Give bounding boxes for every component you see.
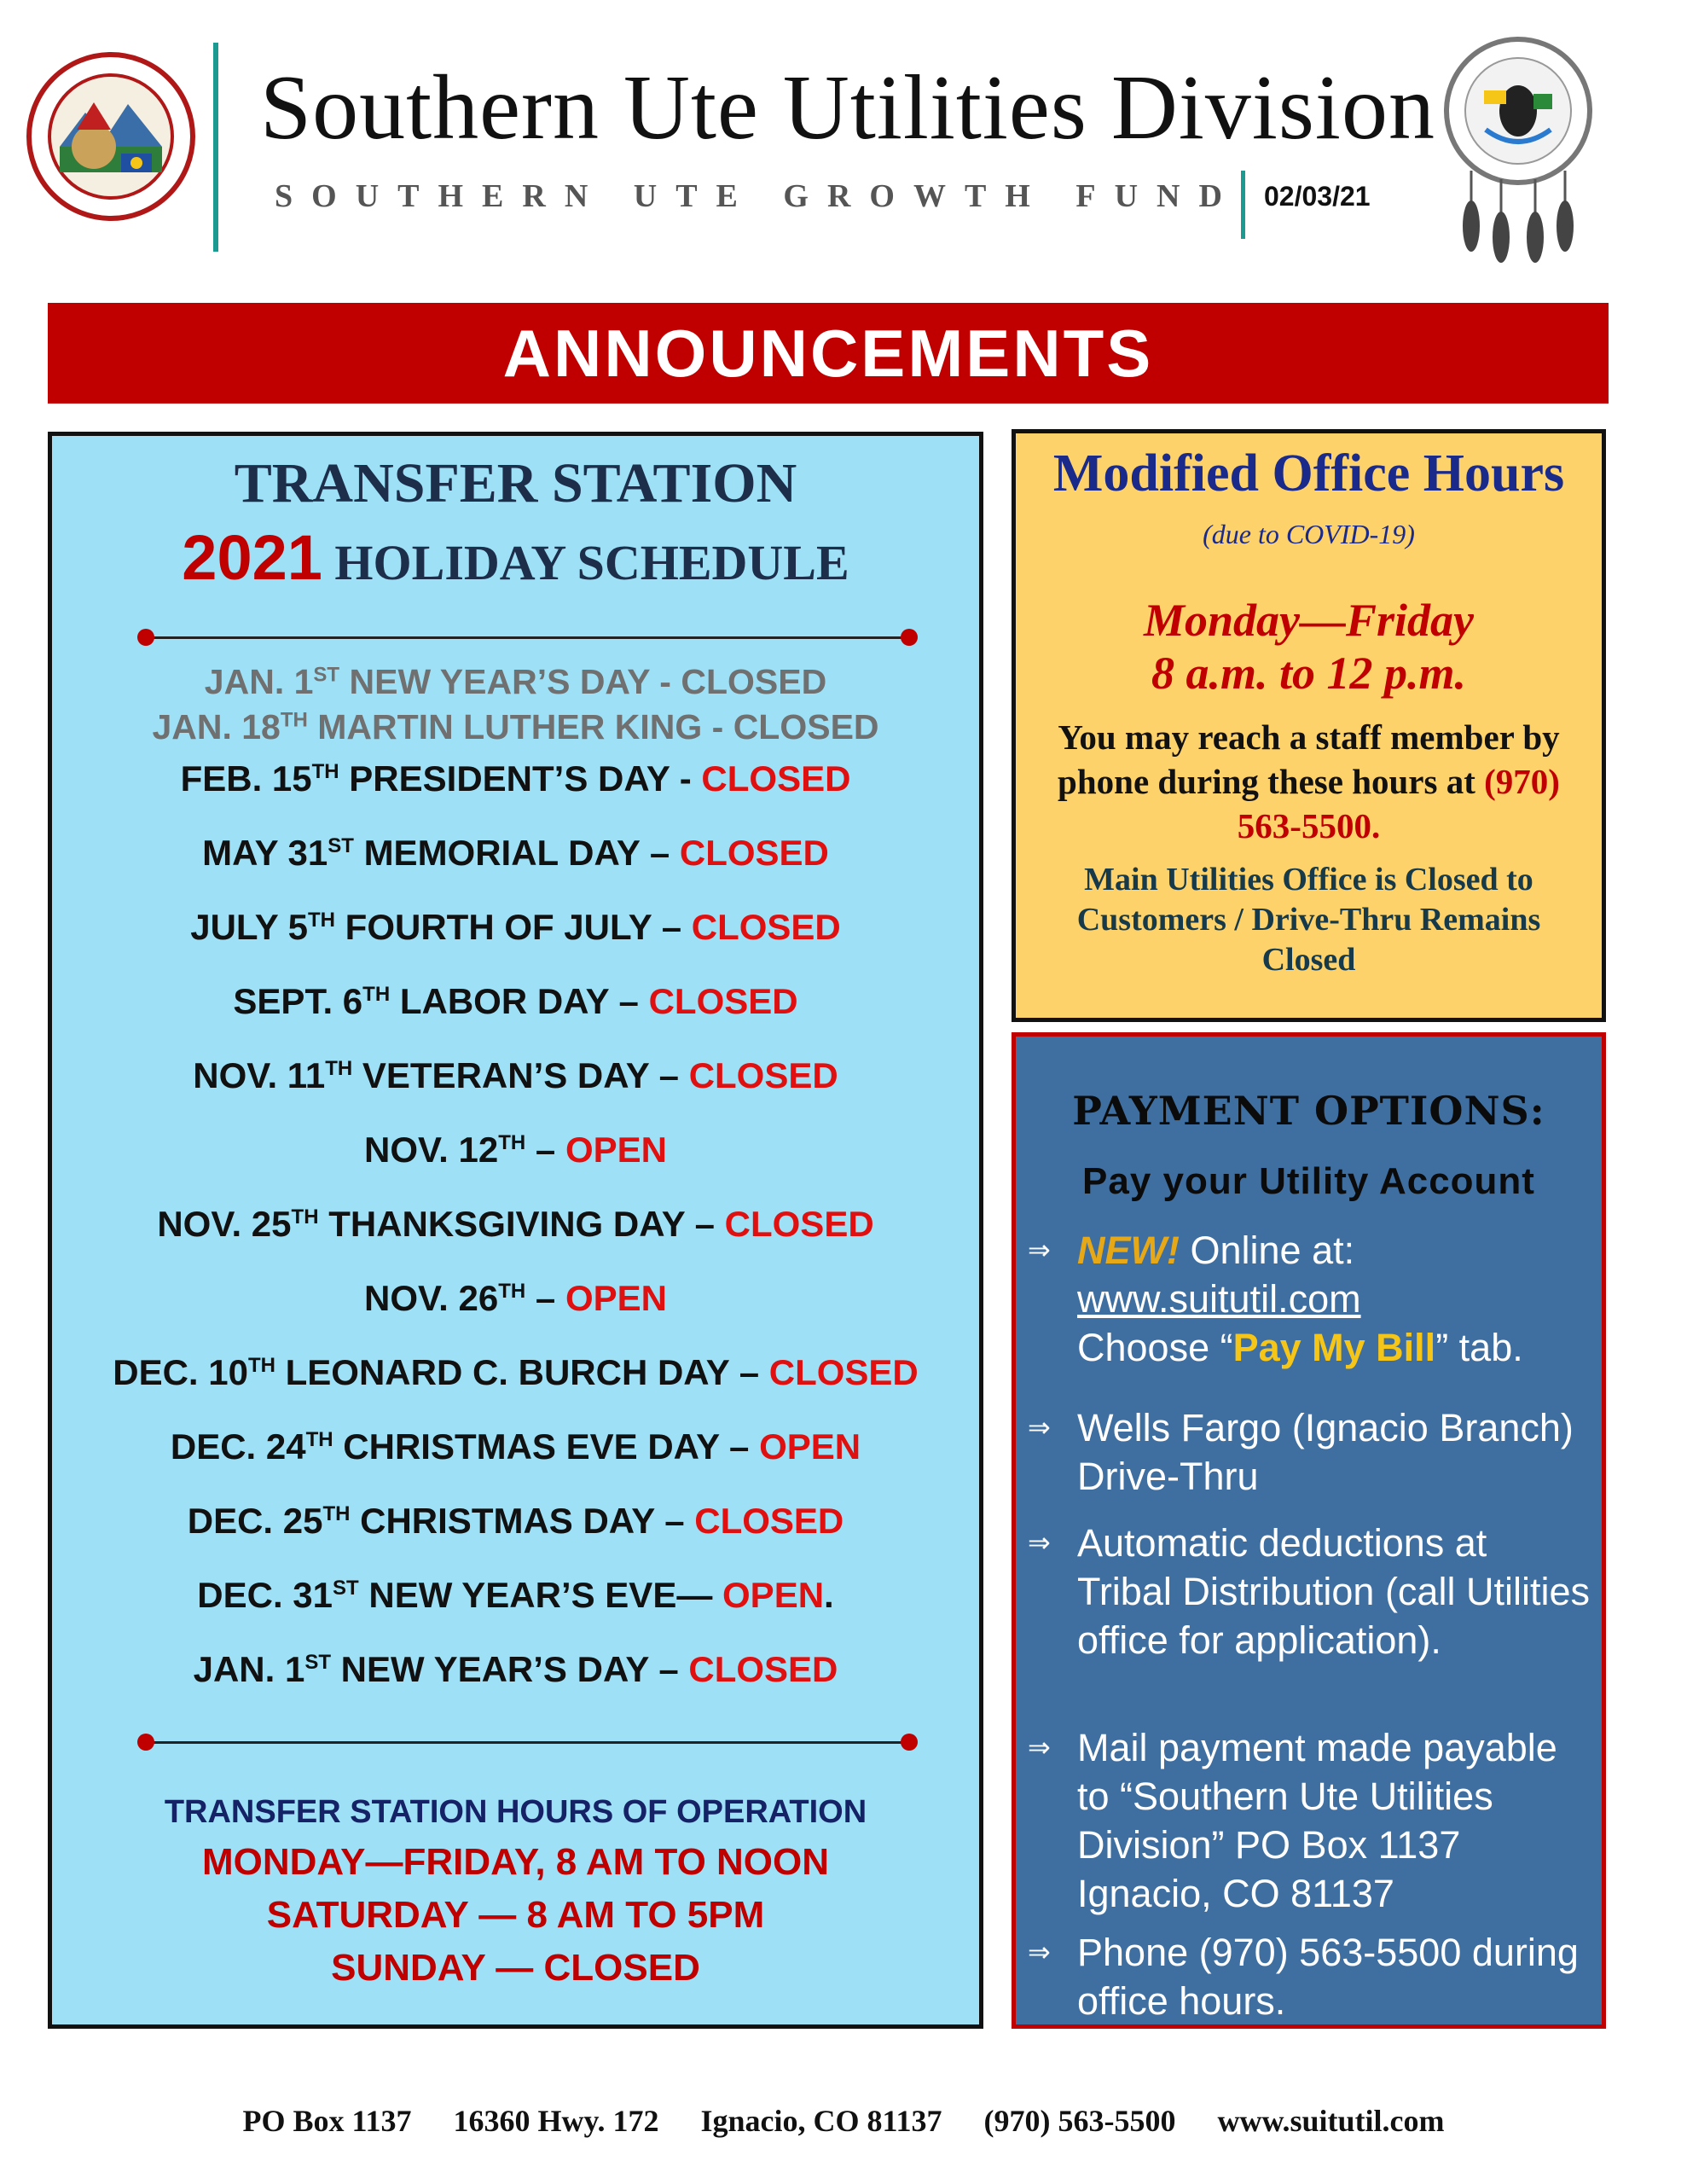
footer-street: 16360 Hwy. 172	[453, 2104, 659, 2138]
option-text: Mail payment made payable to “Southern Ute Utilities Division” PO Box 1137 Ignacio, CO 81137	[1077, 1726, 1557, 1915]
announcements-banner: ANNOUNCEMENTS	[48, 303, 1609, 404]
payment-option-phone	[1028, 1928, 1590, 2025]
holiday-date: NOV. 25	[157, 1204, 292, 1244]
holiday-date: MAY 31	[202, 833, 328, 873]
holiday-name: CHRISTMAS EVE DAY –	[343, 1426, 750, 1467]
hours-saturday: SATURDAY — 8 AM TO 5PM	[266, 1894, 765, 1936]
panel-title: TRANSFER STATION	[234, 452, 797, 514]
holiday-date-suffix: ST	[304, 1651, 331, 1674]
divider-top	[146, 636, 909, 639]
arrow-icon: ⇒	[1028, 1732, 1051, 1763]
footer-city: Ignacio, CO 81137	[700, 2104, 942, 2138]
divider-bottom	[146, 1741, 909, 1744]
holiday-status: CLOSED	[733, 707, 879, 746]
payment-title: PAYMENT OPTIONS:	[1072, 1088, 1545, 1134]
office-days: Monday—Friday	[1143, 595, 1475, 646]
payment-option-online	[1028, 1226, 1590, 1372]
holiday-row	[52, 1501, 979, 1542]
holiday-row	[52, 907, 979, 948]
main-office-status: Main Utilities Office is Closed to Customers / Drive-Thru Remains Closed	[1076, 862, 1541, 978]
holiday-date-suffix: TH	[498, 1280, 526, 1303]
holiday-status: OPEN	[759, 1426, 861, 1467]
reach-text: You may reach a staff member by phone during these hours at	[1058, 717, 1560, 801]
holiday-name: NEW YEAR’S DAY –	[340, 1649, 679, 1689]
footer-phone: (970) 563-5500	[983, 2104, 1176, 2138]
holiday-date-suffix: ST	[313, 663, 340, 687]
hours-sunday: SUNDAY — CLOSED	[331, 1947, 700, 1989]
hours-weekday: MONDAY—FRIDAY, 8 AM TO NOON	[201, 1841, 830, 1883]
holiday-status: CLOSED	[691, 907, 841, 947]
new-badge: NEW!	[1077, 1228, 1180, 1272]
holiday-name: –	[535, 1130, 556, 1170]
payment-option-wells-fargo	[1028, 1403, 1590, 1501]
holiday-date-suffix: TH	[291, 1205, 319, 1228]
organization-subtitle: SOUTHERN UTE GROWTH FUND	[275, 178, 1241, 214]
divider-dot	[137, 629, 154, 646]
utilities-division-logo	[1433, 34, 1603, 264]
schedule-heading	[52, 521, 979, 594]
divider-dot	[137, 1734, 154, 1751]
payment-subtitle: Pay your Utility Account	[1082, 1160, 1535, 1202]
holiday-date-suffix: TH	[311, 760, 339, 783]
arrow-icon: ⇒	[1028, 1937, 1051, 1967]
holiday-status: CLOSED	[701, 758, 851, 799]
holiday-name: LABOR DAY –	[399, 981, 639, 1021]
footer-website[interactable]: www.suitutil.com	[1217, 2104, 1445, 2138]
holiday-name: VETERAN’S DAY –	[362, 1055, 680, 1095]
online-label: Online at:	[1190, 1228, 1355, 1272]
option-text: Wells Fargo (Ignacio Branch) Drive-Thru	[1077, 1406, 1574, 1498]
holiday-date: SEPT. 6	[233, 981, 363, 1021]
holiday-date-suffix: TH	[362, 983, 391, 1006]
holiday-row	[52, 833, 979, 874]
holiday-row	[52, 1575, 979, 1616]
holiday-date-suffix: ST	[328, 834, 354, 857]
holiday-date-suffix: TH	[325, 1057, 353, 1080]
holiday-schedule-panel	[48, 432, 983, 2029]
holiday-trail: .	[824, 1575, 834, 1615]
payment-option-auto-deduction	[1028, 1519, 1590, 1664]
holiday-date-suffix: ST	[333, 1577, 359, 1600]
holiday-row	[52, 758, 979, 799]
holiday-name: –	[535, 1278, 556, 1318]
holiday-date: DEC. 10	[113, 1352, 248, 1392]
holiday-date: JULY 5	[190, 907, 308, 947]
holiday-date-suffix: TH	[247, 1354, 275, 1377]
arrow-icon: ⇒	[1028, 1412, 1051, 1443]
holiday-status: OPEN	[565, 1278, 667, 1318]
holiday-name: CHRISTMAS DAY –	[360, 1501, 685, 1541]
hours-title: Modified Office Hours	[1052, 444, 1565, 502]
website-link[interactable]: www.suitutil.com	[1077, 1277, 1361, 1321]
choose-prefix: Choose “	[1077, 1326, 1233, 1369]
holiday-date: DEC. 25	[187, 1501, 323, 1541]
holiday-date-suffix: TH	[498, 1131, 526, 1154]
holiday-status: CLOSED	[648, 981, 798, 1021]
arrow-icon: ⇒	[1028, 1234, 1051, 1265]
holiday-date: JAN. 18	[152, 707, 281, 746]
holiday-status: OPEN	[722, 1575, 825, 1615]
schedule-year: 2021	[182, 522, 322, 593]
holiday-name: NEW YEAR’S EVE—	[368, 1575, 713, 1615]
option-text: Automatic deductions at Tribal Distribution (call Utilities office for application).	[1077, 1521, 1590, 1662]
footer-contact	[0, 2103, 1687, 2139]
holiday-name: FOURTH OF JULY –	[345, 907, 682, 947]
office-phone: (970) 563-5500.	[1237, 762, 1560, 845]
holiday-status: CLOSED	[688, 1055, 838, 1095]
holiday-status: CLOSED	[724, 1204, 874, 1244]
holiday-date-suffix: TH	[308, 909, 335, 932]
choose-suffix: ” tab.	[1435, 1326, 1523, 1369]
arrow-icon: ⇒	[1028, 1527, 1051, 1558]
holiday-row	[52, 1055, 979, 1096]
phone-reach-text	[1033, 715, 1585, 848]
holiday-date: NOV. 26	[364, 1278, 499, 1318]
payment-option-mail	[1028, 1723, 1590, 1918]
hours-of-operation-title: TRANSFER STATION HOURS OF OPERATION	[164, 1794, 867, 1830]
modified-office-hours-panel	[1012, 429, 1606, 1022]
holiday-date: NOV. 12	[364, 1130, 499, 1170]
holiday-date: JAN. 1	[193, 1649, 305, 1689]
schedule-label: HOLIDAY SCHEDULE	[334, 535, 849, 590]
holiday-row	[52, 1130, 979, 1170]
holiday-row	[52, 707, 979, 747]
holiday-date-suffix: TH	[280, 708, 308, 732]
holiday-row	[52, 1649, 979, 1690]
holiday-row	[52, 1278, 979, 1319]
holiday-row	[52, 1204, 979, 1245]
holiday-date: DEC. 31	[197, 1575, 333, 1615]
publish-date: 02/03/21	[1264, 181, 1371, 212]
holiday-date-suffix: TH	[322, 1502, 351, 1525]
holiday-status: CLOSED	[681, 662, 827, 701]
date-divider	[1241, 171, 1245, 239]
footer-po-box: PO Box 1137	[242, 2104, 412, 2138]
holiday-name: NEW YEAR’S DAY -	[349, 662, 671, 701]
payment-options-panel	[1012, 1032, 1606, 2029]
header-divider	[213, 43, 218, 252]
office-time: 8 a.m. to 12 p.m.	[1151, 648, 1466, 699]
holiday-row	[52, 1426, 979, 1467]
holiday-name: MARTIN LUTHER KING -	[317, 707, 724, 746]
holiday-date: FEB. 15	[180, 758, 312, 799]
holiday-date: JAN. 1	[204, 662, 314, 701]
holiday-row	[52, 662, 979, 702]
holiday-status: CLOSED	[694, 1501, 844, 1541]
hours-subtitle: (due to COVID-19)	[1203, 519, 1415, 549]
holiday-date: NOV. 11	[193, 1055, 326, 1095]
holiday-status: CLOSED	[768, 1352, 919, 1392]
pay-my-bill-tab-label: Pay My Bill	[1232, 1326, 1436, 1369]
holiday-name: LEONARD C. BURCH DAY –	[285, 1352, 760, 1392]
holiday-name: PRESIDENT’S DAY -	[349, 758, 692, 799]
holiday-name: THANKSGIVING DAY –	[328, 1204, 715, 1244]
divider-dot	[901, 1734, 918, 1751]
holiday-status: OPEN	[565, 1130, 667, 1170]
holiday-row	[52, 981, 979, 1022]
page-title: Southern Ute Utilities Division	[260, 57, 1435, 159]
holiday-row	[52, 1352, 979, 1393]
option-text: Phone (970) 563-5500 during office hours.	[1077, 1931, 1579, 2023]
divider-dot	[901, 629, 918, 646]
holiday-status: CLOSED	[688, 1649, 838, 1689]
holiday-status: CLOSED	[679, 833, 829, 873]
tribal-seal-logo	[26, 51, 196, 222]
holiday-name: MEMORIAL DAY –	[363, 833, 670, 873]
holiday-date: DEC. 24	[170, 1426, 306, 1467]
holiday-date-suffix: TH	[305, 1428, 333, 1451]
